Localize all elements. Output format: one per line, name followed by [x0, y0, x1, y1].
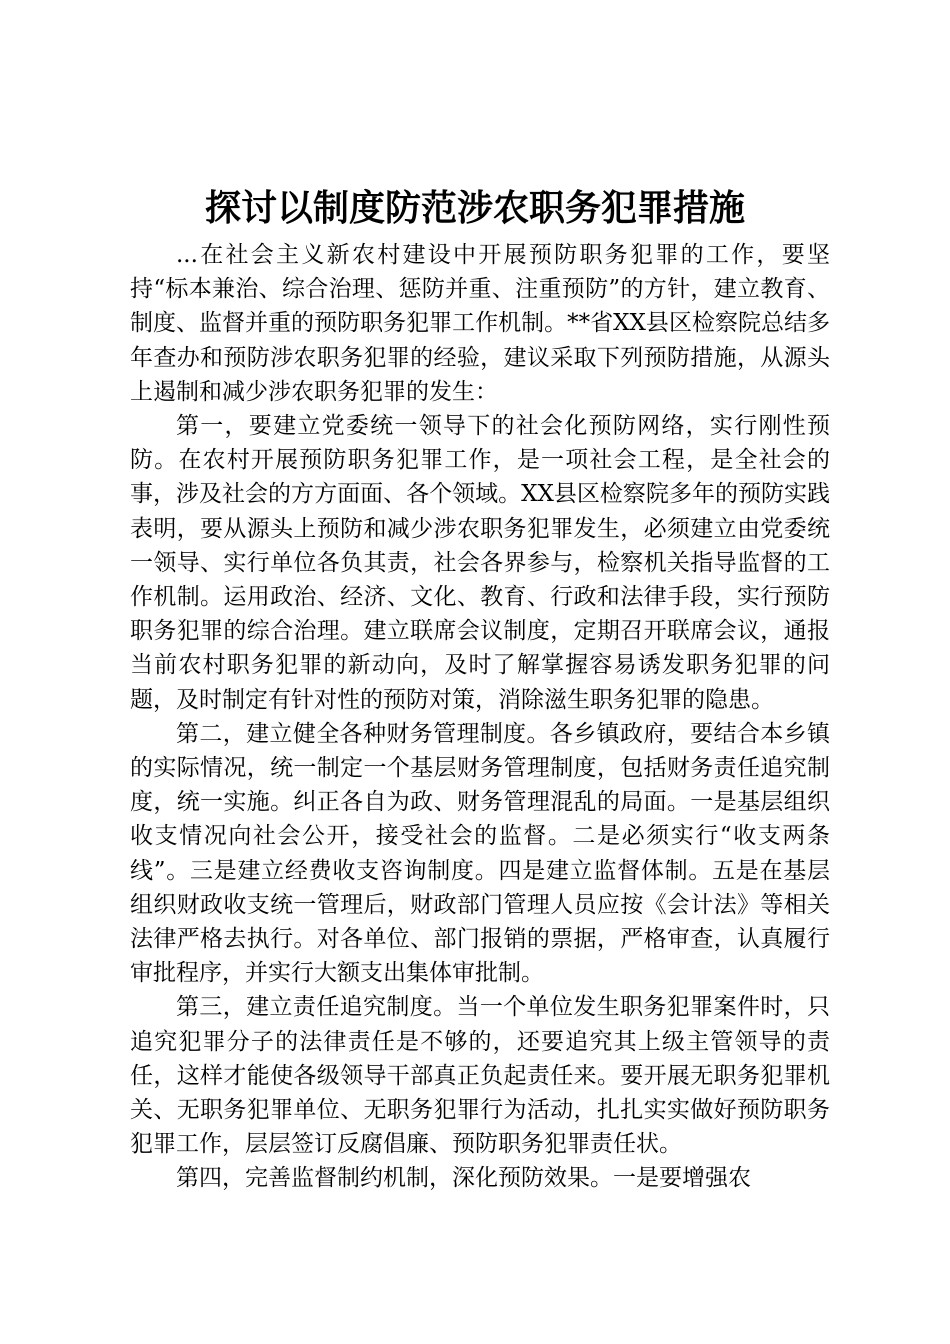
paragraph-intro: ...在社会主义新农村建设中开展预防职务犯罪的工作，要坚持“标本兼治、综合治理、惩防并重、注重预防”的方针，建立教育、制度、监督并重的预防职务犯罪工作机制。**省XX县区检察院总结多年查办和预防涉农职务犯罪的经验，建议采取下列预防措施，从源头上遏制和减少涉农职务犯罪的发生： — [130, 242, 830, 405]
paragraph-third: 第三，建立责任追究制度。当一个单位发生职务犯罪案件时，只追究犯罪分子的法律责任是不够的，还要追究其上级主管领导的责任，这样才能使各级领导干部真正负起责任来。要开展无职务犯罪机关、无职务犯罪单位、无职务犯罪行为活动，扎扎实实做好预防职务犯罪工作，层层签订反腐倡廉、预防职务犯罪责任状。 — [130, 994, 830, 1158]
paragraph-second: 第二，建立健全各种财务管理制度。各乡镇政府，要结合本乡镇的实际情况，统一制定一个基层财务管理制度，包括财务责任追究制度，统一实施。纠正各自为政、财务管理混乱的局面。一是基层组织收支情况向社会公开，接受社会的监督。二是必须实行“收支两条线”。三是建立经费收支咨询制度。四是建立监督体制。五是在基层组织财政收支统一管理后，财政部门管理人员应按《会计法》等相关法律严格去执行。对各单位、部门报销的票据，严格审查，认真履行审批程序，并实行大额支出集体审批制。 — [130, 720, 830, 987]
document-body — [130, 238, 830, 1196]
document-title: 探讨以制度防范涉农职务犯罪措施 — [204, 187, 745, 229]
paragraph-fourth: 第四，完善监督制约机制，深化预防效果。一是要增强农 — [176, 1165, 751, 1192]
paragraph-first: 第一，要建立党委统一领导下的社会化预防网络，实行刚性预防。在农村开展预防职务犯罪工作，是一项社会工程，是全社会的事，涉及社会的方方面面、各个领域。XX县区检察院多年的预防实践表明，要从源头上预防和减少涉农职务犯罪发生，必须建立由党委统一领导、实行单位各负其责，社会各界参与，检察机关指导监督的工作机制。运用政治、经济、文化、教育、行政和法律手段，实行预防职务犯罪的综合治理。建立联席会议制度，定期召开联席会议，通报当前农村职务犯罪的新动向，及时了解掌握容易诱发职务犯罪的问题，及时制定有针对性的预防对策，消除滋生职务犯罪的隐患。 — [130, 413, 830, 713]
